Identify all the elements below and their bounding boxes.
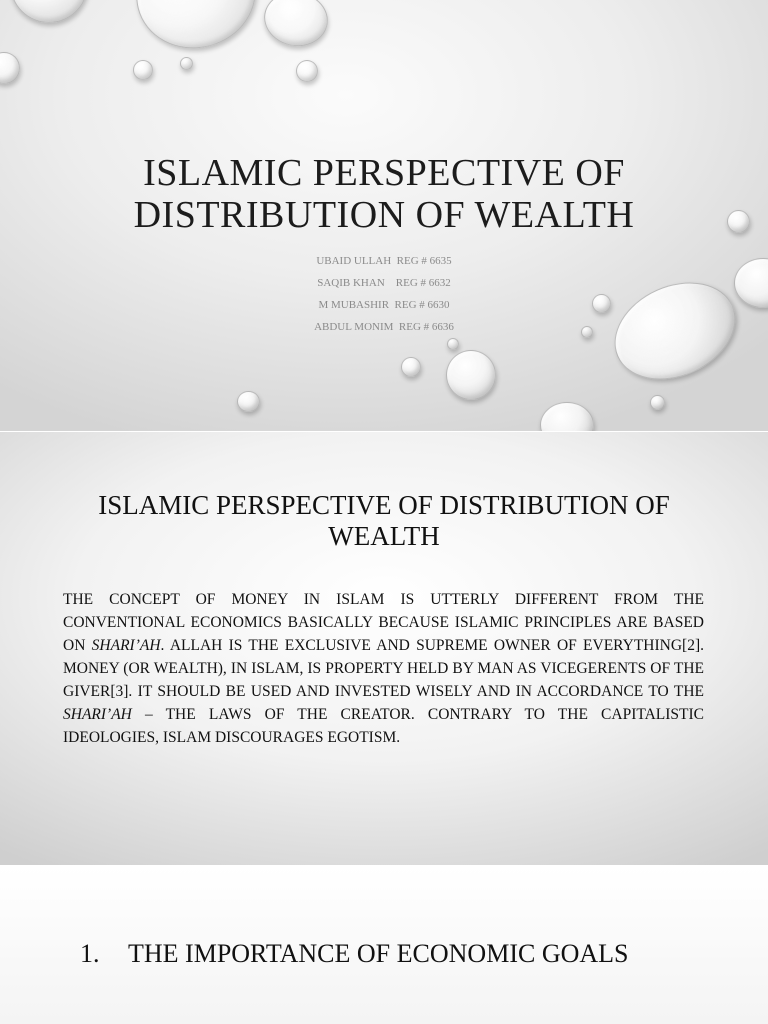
- water-drop-decoration: [727, 210, 750, 233]
- author-entry: ABDUL MONIM REG # 6636: [314, 321, 454, 333]
- water-drop-decoration: [180, 57, 193, 70]
- body-text: THE CONCEPT OF MONEY IN ISLAM IS UTTERLY DIFFERENT FROM THE CONVENTIONAL ECONOMICS BASICALLY BECAUSE ISLAMIC PRINCIPLES ARE BASED ON: [63, 591, 704, 654]
- body-text-italic: SHARI’AH: [91, 637, 161, 654]
- water-drop-decoration: [734, 258, 768, 308]
- water-drop-decoration: [446, 350, 496, 400]
- water-drop-decoration: [650, 395, 665, 410]
- slide-heading: [40, 490, 728, 552]
- author-entry: SAQIB KHAN REG # 6632: [317, 277, 451, 289]
- presentation-title: [60, 152, 708, 236]
- water-drop-decoration: [237, 391, 260, 412]
- author-list: [184, 250, 584, 338]
- body-text: . ALLAH IS THE EXCLUSIVE AND SUPREME OWNER OF EVERYTHING[2]. MONEY (OR WEALTH), IN ISLAM, IS PROPERTY HELD BY MAN AS VICEGERENTS OF THE GIVER[3]. IT SHOULD BE USED AND INVESTED WISELY AND IN ACCORDANCE TO THE: [63, 637, 704, 700]
- water-drop-decoration: [447, 338, 459, 350]
- water-drop-decoration: [125, 0, 268, 61]
- presentation-title-line: DISTRIBUTION OF WEALTH: [133, 194, 635, 236]
- water-drop-decoration: [540, 402, 594, 432]
- list-item-number: 1.: [80, 939, 100, 968]
- slide-body-paragraph: [63, 588, 704, 749]
- body-text: – THE LAWS OF THE CREATOR. CONTRARY TO THE CAPITALISTIC IDEOLOGIES, ISLAM DISCOURAGES EGOTISM.: [63, 706, 704, 746]
- author-entry: M MUBASHIR REG # 6630: [318, 299, 450, 311]
- list-item-text: THE IMPORTANCE OF ECONOMIC GOALS: [128, 939, 629, 968]
- water-drop-decoration: [133, 60, 153, 80]
- numbered-list-item: [80, 938, 629, 970]
- presentation-title-line: ISLAMIC PERSPECTIVE OF: [143, 152, 625, 194]
- water-drop-decoration: [592, 294, 611, 313]
- slide-heading-line: WEALTH: [328, 521, 440, 551]
- water-drop-decoration: [401, 357, 421, 377]
- water-drop-decoration: [599, 264, 751, 397]
- water-drop-decoration: [296, 60, 318, 82]
- water-drop-decoration: [260, 0, 332, 51]
- author-entry: UBAID ULLAH REG # 6635: [316, 255, 452, 267]
- body-text-italic: SHARI’AH: [63, 706, 132, 723]
- water-drop-decoration: [0, 52, 20, 84]
- water-drop-decoration: [10, 0, 88, 23]
- title-slide: [0, 0, 768, 432]
- slide-heading-line: ISLAMIC PERSPECTIVE OF DISTRIBUTION OF: [98, 490, 670, 520]
